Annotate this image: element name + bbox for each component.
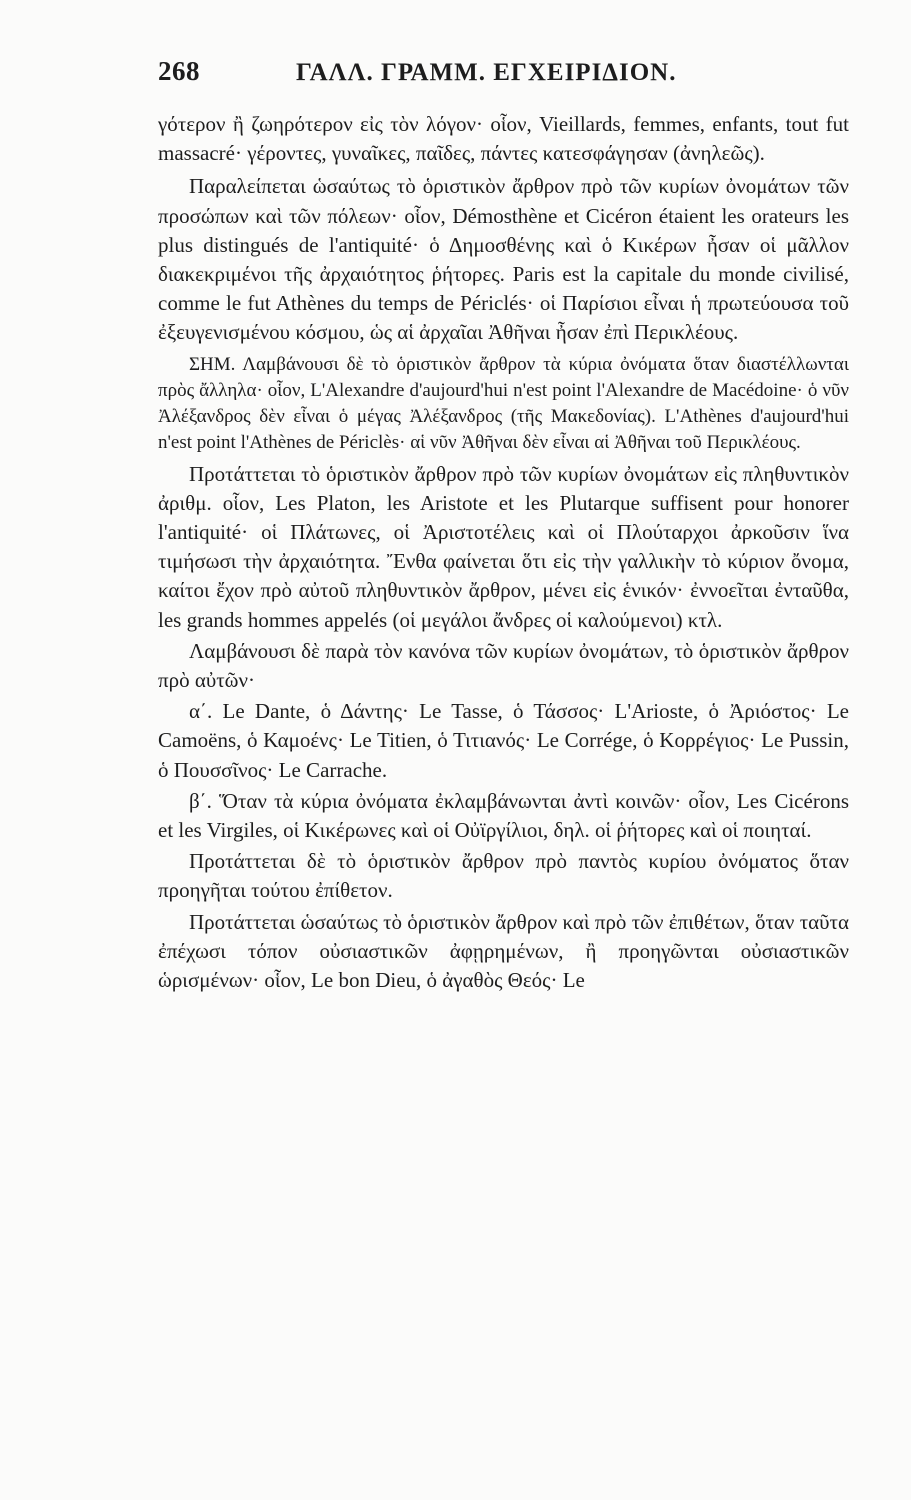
paragraph-plural-article: Προτάττεται τὸ ὁριστικὸν ἄρθρον πρὸ τῶν κυρίων ὀνομάτων εἰς πληθυντικὸν ἀριθμ. οἷον, Les Platon, les Aristote et les Plutarque suffisent pour honorer l'antiquité· οἱ Πλάτωνες, οἱ Ἀριστοτέλεις καὶ οἱ Πλούταρχοι ἀρκοῦσιν ἵνα τιμήσωσι τὴν ἀρχαιότητα. Ἔνθα φαίνεται ὅτι εἰς τὴν γαλλικὴν τὸ κύριον ὄνομα, καίτοι ἔχον πρὸ αὐτοῦ πληθυντικὸν ἄρθρον, μένει εἰς ἑνικόν· ἐννοεῖται ἐνταῦθα, les grands hommes appelés (οἱ μεγάλοι ἄνδρες οἱ καλούμενοι) κτλ. xyxy=(158,461,849,632)
paragraph-adjectives-as-nouns: Προτάττεται ὡσαύτως τὸ ὁριστικὸν ἄρθρον καὶ πρὸ τῶν ἐπιθέτων, ὅταν ταῦτα ἐπέχωσι τόπον οὐσιαστικῶν ἀφῃρημένων, ἢ προηγῶνται οὐσιαστικῶν ὡρισμένων· οἷον, Le bon Dieu, ὁ ἀγαθὸς Θεός· Le xyxy=(158,909,849,993)
paragraph-adjective-before-name: Προτάττεται δὲ τὸ ὁριστικὸν ἄρθρον πρὸ παντὸς κυρίου ὀνόματος ὅταν προηγῆται τούτου ἐπίθετον. xyxy=(158,849,849,903)
page-header xyxy=(158,56,849,100)
list-item-alpha: α΄. Le Dante, ὁ Δάντης· Le Tasse, ὁ Τάσσος· L'Arioste, ὁ Ἀριόστος· Le Camoëns, ὁ Καμοένς· Le Titien, ὁ Τιτιανός· Le Corrége, ὁ Κορρέγιος· Le Pussin, ὁ Πουσσῖνος· Le Carrache. xyxy=(158,699,849,782)
list-item-beta: β΄. Ὅταν τὰ κύρια ὀνόματα ἐκλαμβάνωνται ἀντὶ κοινῶν· οἷον, Les Cicérons et les Virgiles, οἱ Κικέρωνες καὶ οἱ Οὐϊργίλιοι, δηλ. οἱ ῥήτορες καὶ οἱ ποιηταί. xyxy=(158,788,849,843)
paragraph-exception-rule: Λαμβάνουσι δὲ παρὰ τὸν κανόνα τῶν κυρίων ὀνομάτων, τὸ ὁριστικὸν ἄρθρον πρὸ αὐτῶν· xyxy=(158,638,849,693)
note-paragraph: ΣΗΜ. Λαμβάνουσι δὲ τὸ ὁριστικὸν ἄρθρον τὰ κύρια ὀνόματα ὅταν διαστέλλωνται πρὸς ἄλληλα· οἷον, L'Alexandre d'aujourd'hui n'est point l'Alexandre de Macédoine· ὁ νῦν Ἀλέξανδρος δὲν εἶναι ὁ μέγας Ἀλέξανδρος (τῆς Μακεδονίας). L'Athènes d'aujourd'hui n'est point l'Athènes de Périclès· αἱ νῦν Ἀθῆναι δὲν εἶναι αἱ Ἀθῆναι τοῦ Περικλέους. xyxy=(158,353,849,453)
paragraph-proper-names: Παραλείπεται ὡσαύτως τὸ ὁριστικὸν ἄρθρον πρὸ τῶν κυρίων ὀνομάτων τῶν προσώπων καὶ τῶν πόλεων· οἷον, Démosthène et Cicéron étaient les orateurs les plus distingués de l'antiquité· ὁ Δημοσθένης καὶ ὁ Κικέρων ἦσαν οἱ μᾶλλον διακεκριμένοι τῆς ἀρχαιότητος ῥήτορες. Paris est la capitale du monde civilisé, comme le fut Athènes du temps de Périclés· οἱ Παρίσιοι εἶναι ἡ πρωτεύουσα τοῦ ἐξευγενισμένου κόσμου, ὡς αἱ ἀρχαῖαι Ἀθῆναι ἦσαν ἐπὶ Περικλέους. xyxy=(158,174,849,345)
paragraph-continuation: γότερον ἢ ζωηρότερον εἰς τὸν λόγον· οἷον, Vieillards, femmes, enfants, tout fut massacré· γέροντες, γυναῖκες, παῖδες, πάντες κατεσφάγησαν (ἀνηλεῶς). xyxy=(158,112,849,166)
page-number: 268 xyxy=(158,56,200,86)
page-body xyxy=(158,110,849,995)
running-title: ΓΑΛΛ. ΓΡΑΜΜ. ΕΓΧΕΙΡΙΔΙΟΝ. xyxy=(296,59,677,86)
